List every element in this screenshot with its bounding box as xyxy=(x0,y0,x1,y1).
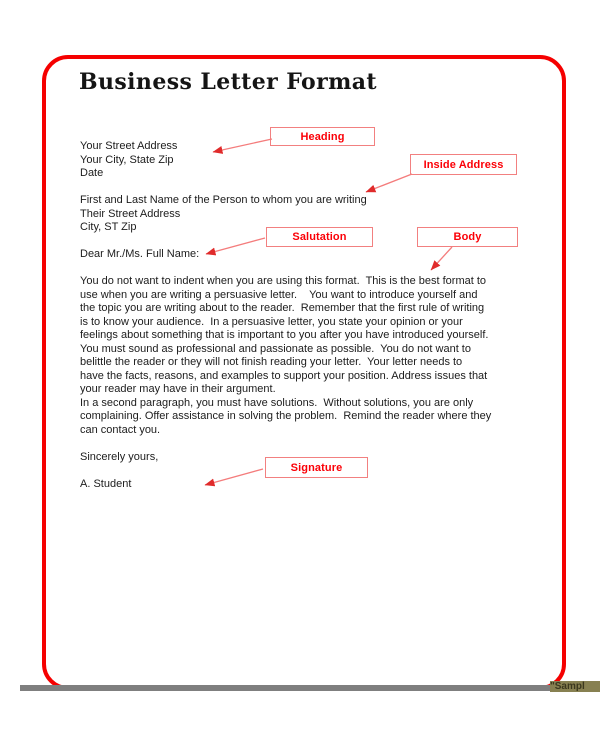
label-body xyxy=(417,227,518,247)
letter-text-line: use when you are writing a persuasive letter. You want to introduce yourself and xyxy=(80,288,478,301)
letter-text-line: Your City, State Zip xyxy=(80,153,174,166)
label-heading-text: Heading xyxy=(300,130,345,143)
page-title: Business Letter Format xyxy=(79,69,377,95)
label-inside-address xyxy=(410,154,517,175)
letter-text-line: Their Street Address xyxy=(80,207,181,220)
letter-body-paragraph-1 xyxy=(80,275,540,397)
label-salutation xyxy=(266,227,373,247)
watermark-partial: "Sampl xyxy=(550,681,600,692)
label-heading xyxy=(270,127,375,146)
label-signature xyxy=(265,457,368,478)
letter-text-line: Your Street Address xyxy=(80,140,178,152)
letter-text-line: In a second paragraph, you must have solutions. Without solutions, you are only xyxy=(80,396,474,409)
letter-text-line: have the facts, reasons, and examples to support your position. Address issues that xyxy=(80,369,488,382)
letter-text-line: can contact you. xyxy=(80,423,161,436)
letter-text-line: is to know your audience. In a persuasive letter, you state your opinion or your xyxy=(80,315,463,328)
letter-text-line: Date xyxy=(80,167,104,179)
letter-body-paragraph-2 xyxy=(80,397,540,438)
letter-text-line: the topic you are writing about to the reader. Remember that the first rule of writing xyxy=(80,302,485,314)
letter-text-line: your reader may have in their argument. xyxy=(80,383,276,395)
letter-text-line: First and Last Name of the Person to whom you are writing xyxy=(80,194,367,206)
label-inside-address-text: Inside Address xyxy=(423,158,504,171)
label-signature-text: Signature xyxy=(290,461,343,474)
letter-content xyxy=(80,140,540,505)
letter-text-line: complaining. Offer assistance in solving the problem. Remind the reader where they xyxy=(80,410,492,422)
letter-text-line: You do not want to indent when you are using this format. This is the best format to xyxy=(80,275,487,287)
letter-text-line: feelings about something that is important to you after you have introduced yourself. xyxy=(80,329,489,341)
label-salutation-text: Salutation xyxy=(292,231,347,243)
letter-text-line: You must sound as professional and passionate as possible. You do not want to xyxy=(80,342,471,355)
label-body-text: Body xyxy=(453,231,482,243)
letter-text-line: City, ST Zip xyxy=(80,221,137,233)
bottom-divider-bar xyxy=(20,685,600,691)
letter-text-line: belittle the reader or they will not finish reading your letter. Your letter needs to xyxy=(80,356,463,368)
letter-closing-line: Sincerely yours, xyxy=(80,450,159,463)
letter-salutation-line: Dear Mr./Ms. Full Name: xyxy=(80,248,200,260)
letter-signature-line: A. Student xyxy=(80,477,132,490)
